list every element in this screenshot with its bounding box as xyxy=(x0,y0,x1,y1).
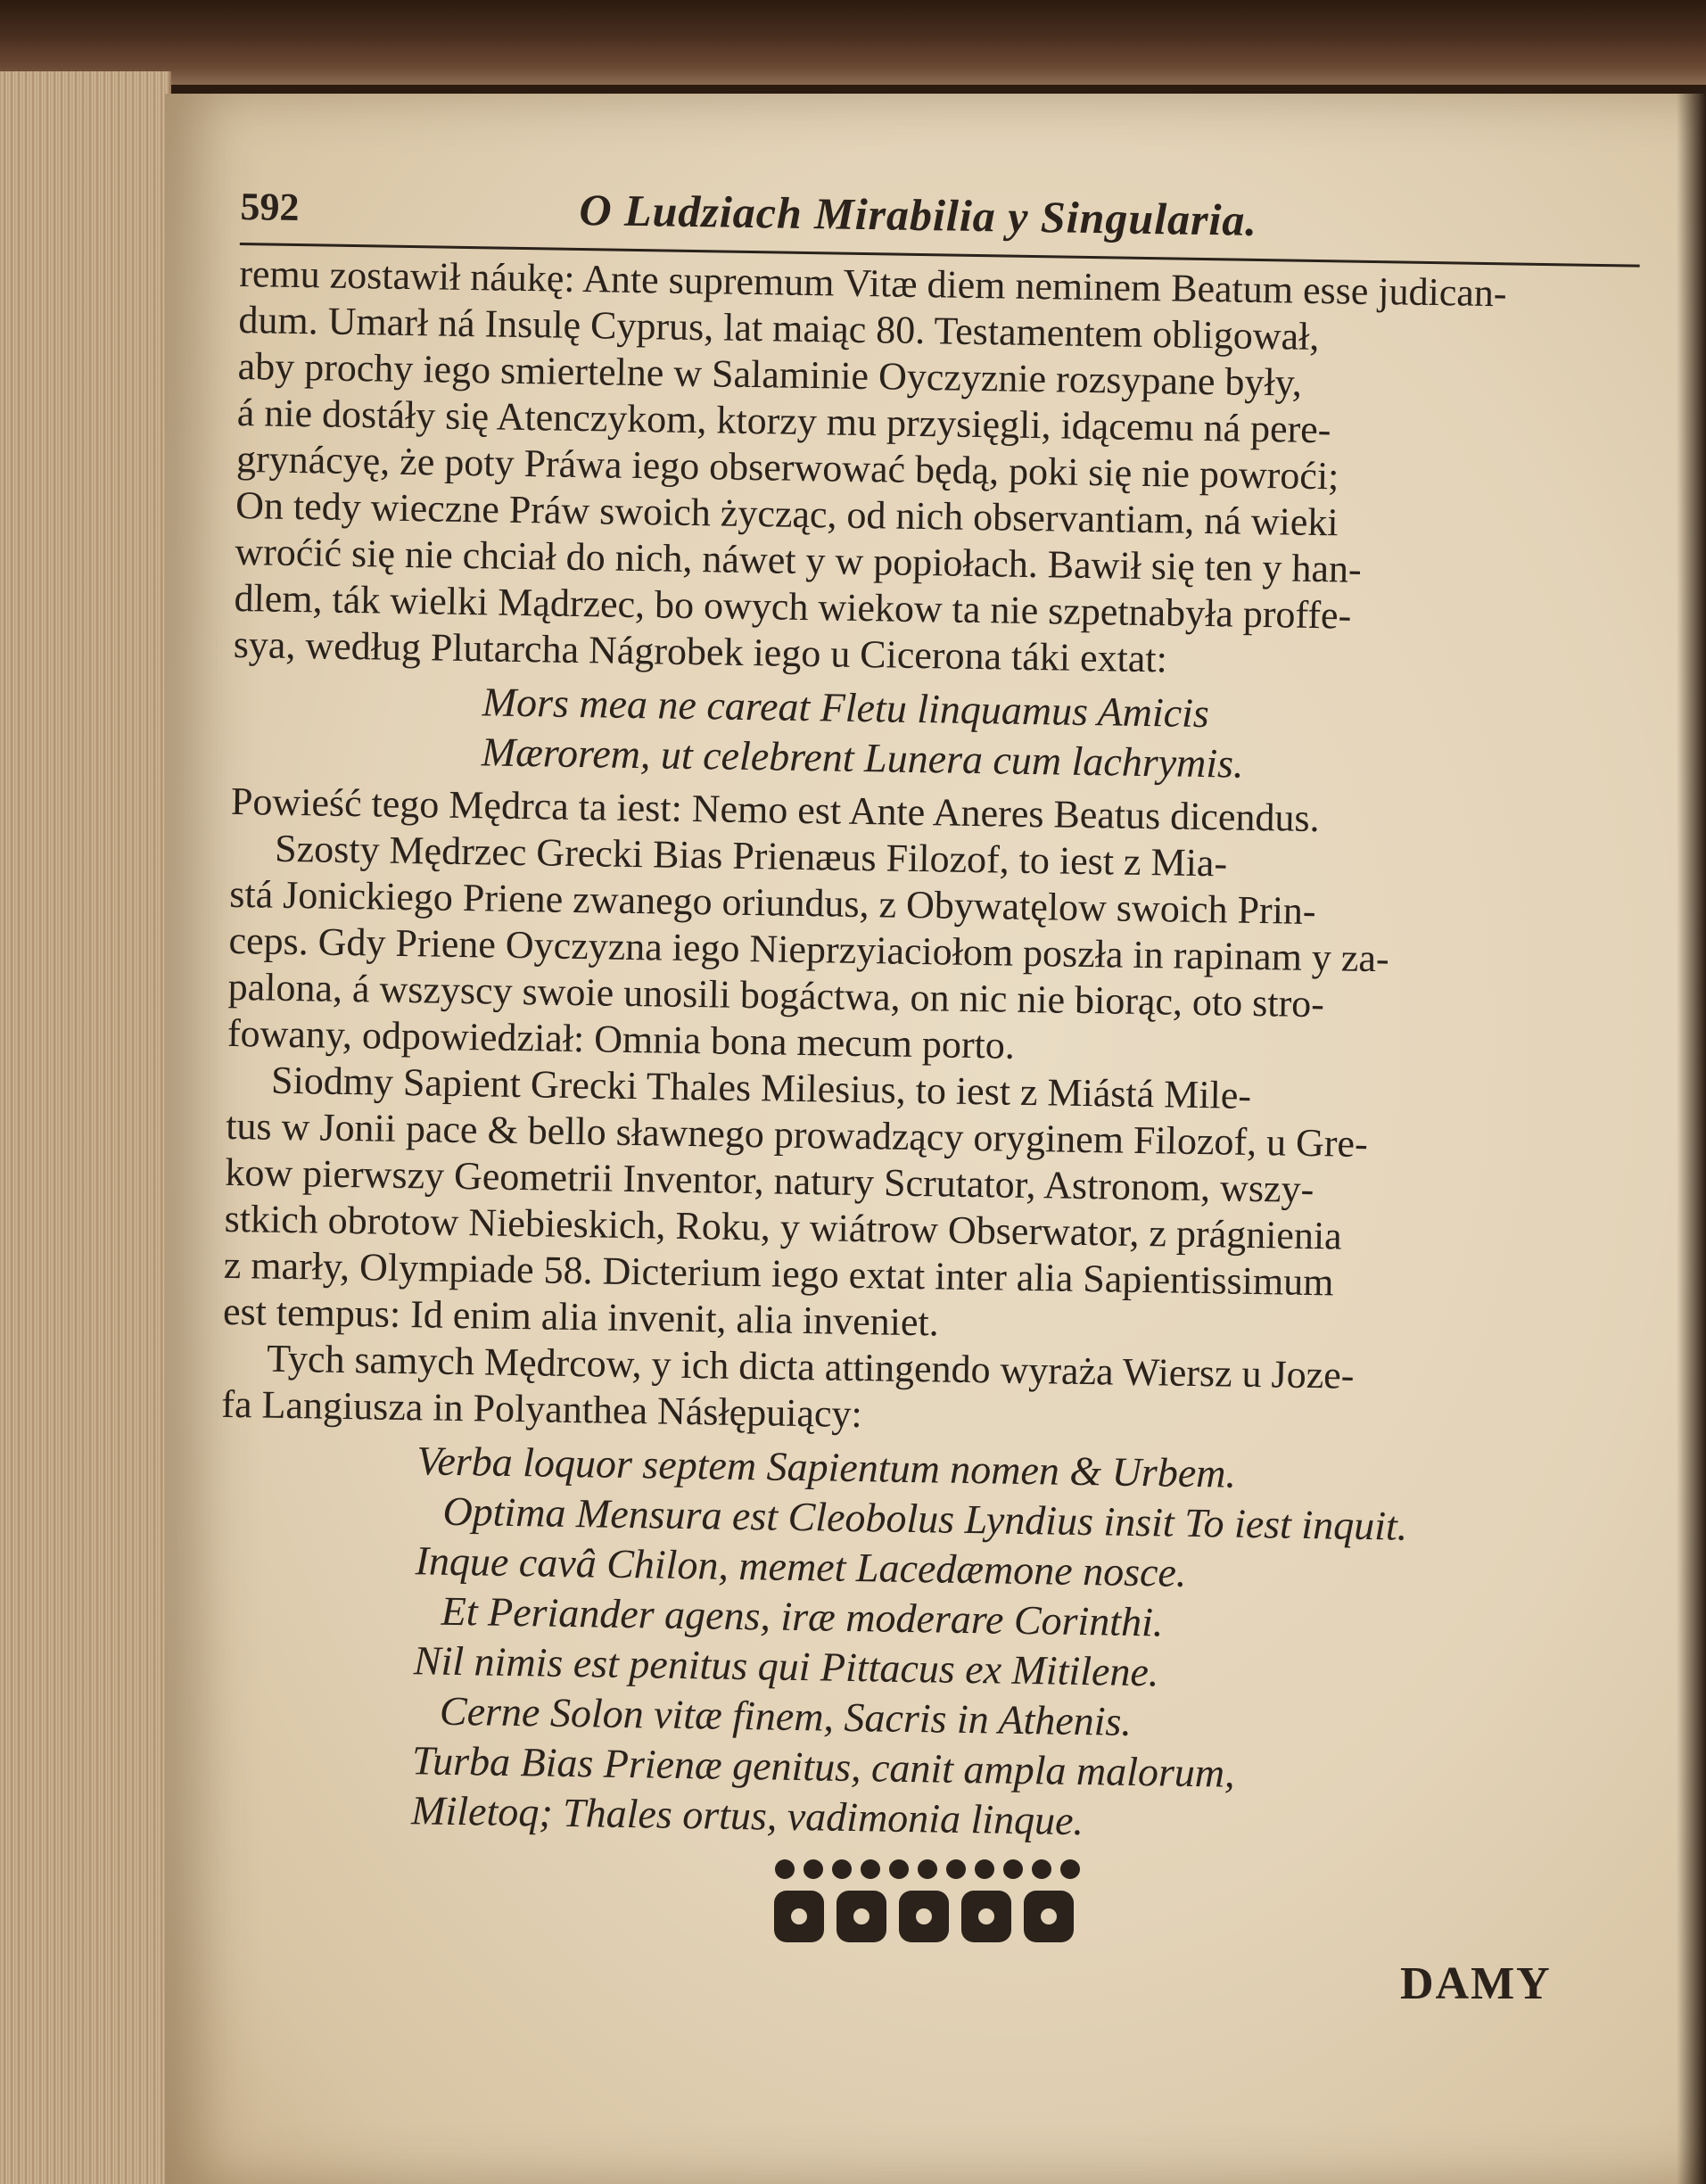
book-top-edge xyxy=(0,0,1706,85)
printer-ornament-icon xyxy=(767,1855,1106,1953)
text-line: sya, według Plutarcha Nágrobek iego u Cicerona táki extat: xyxy=(233,622,1168,681)
right-edge-shadow xyxy=(1677,89,1706,2184)
text-line: dlem, ták wielki Mądrzec, bo owych wiekow ta nie szpetnabyła proffe- xyxy=(234,575,1352,638)
text-line: stkich obrotow Niebieskich, Roku, y wiátrow Obserwator, z prágnienia xyxy=(224,1196,1343,1258)
text-line: Siodmy Sapient Grecki Thales Milesius, to iest z Miástá Mile- xyxy=(270,1058,1252,1117)
text-line: tus w Jonii pace & bello sławnego prowadzący oryginem Filozof, u Gre- xyxy=(225,1103,1369,1166)
verse-line: Nil nimis est penitus qui Pittacus ex Mitilene. xyxy=(413,1637,1159,1695)
text-line: fowany, odpowiedział: Omnia bona mecum porto. xyxy=(227,1010,1016,1067)
page-text-block xyxy=(215,178,1641,1859)
running-head: O Ludziach Mirabilia y Singularia. xyxy=(579,184,1258,245)
text-line: fa Langiusza in Polyanthea Násłępuiący: xyxy=(221,1381,863,1437)
text-line: á nie dostáły się Atenczykom, ktorzy mu przysięgli, idącemu ná pere- xyxy=(236,390,1331,452)
text-line: kow pierwszy Geometrii Inventor, natury Scrutator, Astronom, wszy- xyxy=(225,1150,1315,1212)
verse-line: Et Periander agens, iræ moderare Corinthi. xyxy=(441,1587,1164,1645)
catchword: DAMY xyxy=(1400,1958,1552,2009)
sages-verse xyxy=(215,1433,1621,1855)
page-edges-stack xyxy=(0,71,171,2184)
text-line: palona, á wszyscy swoie unosili bogáctwa, on nic nie biorąc, oto stro- xyxy=(227,964,1325,1026)
text-line: wroćić się nie chciał do nich, náwet y w popiołach. Bawił się ten y han- xyxy=(235,529,1363,591)
epitaph-verse xyxy=(232,673,1634,795)
text-line: grynácyę, że poty Práwa iego obserwować będą, poki się nie powroći; xyxy=(235,436,1339,499)
paragraph-2 xyxy=(227,779,1632,1079)
text-line: ceps. Gdy Priene Oyczyzna iego Nieprzyiaciołom poszła in rapinam y za- xyxy=(228,918,1389,981)
text-line: Tych samych Mędrcow, y ich dicta attingendo wyraża Wiersz u Joze- xyxy=(266,1336,1355,1397)
paragraph-3 xyxy=(223,1057,1628,1357)
page-number: 592 xyxy=(240,184,300,230)
verse-line: Verba loquor septem Sapientum nomen & Urbem. xyxy=(416,1438,1237,1496)
verse-line: Mærorem, ut celebrent Lunera cum lachrymis. xyxy=(481,729,1244,787)
text-line: stá Jonickiego Priene zwanego oriundus, z Obywatęlow swoich Prin- xyxy=(229,871,1316,934)
text-line: Szosty Mędrzec Grecki Bias Prienæus Filozof, to iest z Mia- xyxy=(274,826,1228,886)
text-line: dum. Umarł ná Insulę Cyprus, lat maiąc 80. Testamentem obligował, xyxy=(238,297,1320,359)
verse-line: Turba Bias Prienæ genitus, canit ampla malorum, xyxy=(411,1737,1236,1796)
verse-line: Cerne Solon vitæ finem, Sacris in Athenis. xyxy=(439,1687,1133,1744)
verse-line: Inque cavâ Chilon, memet Lacedæmone nosce. xyxy=(415,1537,1187,1595)
verse-line: Optima Mensura est Cleobolus Lyndius insit To iest inquit. xyxy=(442,1488,1408,1549)
text-line: remu zostawił náukę: Ante supremum Vitæ diem neminem Beatum esse judican- xyxy=(238,251,1507,316)
text-line: aby prochy iego smiertelne w Salaminie Oyczyznie rozsypane były, xyxy=(237,343,1303,405)
text-line: est tempus: Id enim alia invenit, alia inveniet. xyxy=(222,1289,940,1345)
text-line: Powieść tego Mędrca ta iest: Nemo est Ante Aneres Beatus dicendus. xyxy=(230,779,1320,841)
paragraph-1 xyxy=(233,251,1639,690)
verse-line: Miletoq; Thales ortus, vadimonia linque. xyxy=(410,1787,1084,1844)
text-line: On tedy wieczne Práw swoich życząc, od nich observantiam, ná wieki xyxy=(235,482,1339,545)
verse-line: Mors mea ne careat Fletu linquamus Amicis xyxy=(482,679,1210,737)
text-line: z marły, Olympiade 58. Dicterium iego extat inter alia Sapientissimum xyxy=(223,1242,1334,1305)
